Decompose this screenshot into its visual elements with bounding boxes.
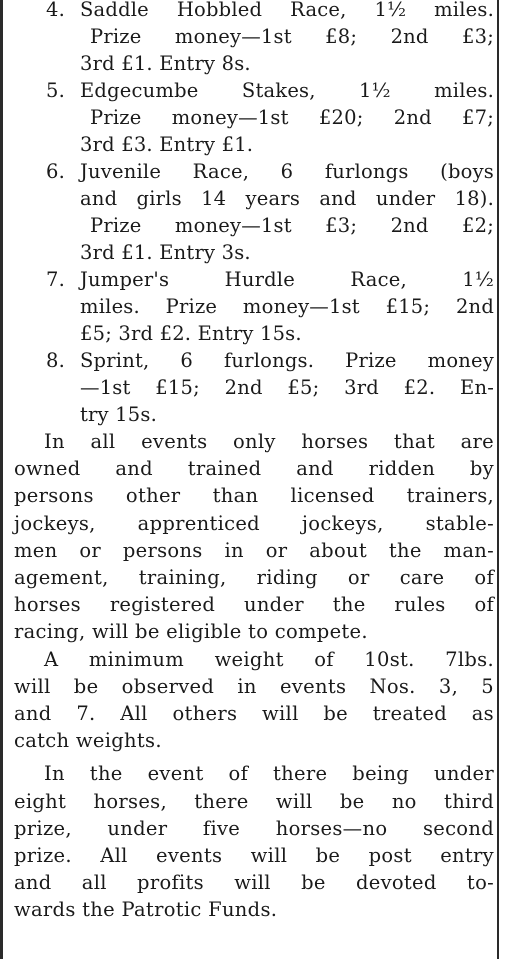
paragraph-line: wards the Patrotic Funds. — [14, 898, 278, 922]
event-line: Prize money—1st £8; 2nd £3; — [90, 25, 494, 48]
event-number: 5. — [46, 79, 66, 102]
paragraph-line: prize. All events will be post entry — [14, 844, 494, 868]
event-entry — [14, 158, 494, 266]
event-line: Sprint, 6 furlongs. Prize money — [80, 349, 494, 372]
event-number: 7. — [46, 268, 66, 291]
event-line: 3rd £1. Entry 3s. — [80, 241, 251, 264]
event-entry — [14, 0, 494, 77]
event-entry — [14, 77, 494, 158]
paragraph-line: eight horses, there will be no third — [14, 789, 494, 813]
event-line: Prize money—1st £20; 2nd £7; — [90, 106, 494, 129]
paragraph-line: agement, training, riding or care of — [14, 566, 494, 590]
paragraph-line: In all events only horses that are — [44, 430, 494, 453]
paragraph-line: A minimum weight of 10st. 7lbs. — [44, 647, 494, 671]
paragraph-line: persons other than licensed trainers, — [14, 484, 494, 508]
body-paragraph — [14, 428, 494, 646]
event-entry — [14, 347, 494, 428]
event-line: Prize money—1st £3; 2nd £2; — [90, 214, 494, 237]
paragraph-line: prize, under five horses—no second — [14, 816, 494, 840]
event-number: 4. — [46, 0, 66, 21]
paragraph-line: racing, will be eligible to compete. — [14, 620, 368, 644]
event-line: —1st £15; 2nd £5; 3rd £2. En- — [80, 376, 494, 399]
paragraph-line: owned and trained and ridden by — [14, 457, 494, 481]
paragraph-line: horses registered under the rules of — [14, 593, 494, 617]
newspaper-column — [14, 0, 494, 924]
body-paragraph — [14, 760, 494, 923]
paragraph-line: In the event of there being under — [44, 762, 494, 786]
event-line: 3rd £1. Entry 8s. — [80, 52, 251, 75]
paragraph-line: will be observed in events Nos. 3, 5 — [14, 674, 494, 698]
column-rule-right — [497, 0, 499, 959]
event-line: try 15s. — [80, 403, 157, 426]
paragraph-line: men or persons in or about the man- — [14, 538, 494, 562]
event-line: miles. Prize money—1st £15; 2nd — [80, 295, 494, 318]
column-rule-left — [0, 0, 3, 959]
event-line: Edgecumbe Stakes, 1½ miles. — [80, 79, 494, 102]
event-line: 3rd £3. Entry £1. — [80, 133, 254, 156]
paragraph-line: and all profits will be devoted to- — [14, 871, 494, 895]
event-line: and girls 14 years and under 18). — [80, 187, 494, 210]
event-line: Jumper's Hurdle Race, 1½ — [80, 268, 494, 291]
event-line: Saddle Hobbled Race, 1½ miles. — [80, 0, 494, 21]
event-entry — [14, 266, 494, 347]
paragraph-line: and 7. All others will be treated as — [14, 702, 494, 726]
event-line: Juvenile Race, 6 furlongs (boys — [80, 160, 494, 183]
event-line: £5; 3rd £2. Entry 15s. — [80, 322, 302, 345]
paragraph-line: catch weights. — [14, 729, 162, 753]
paragraph-line: jockeys, apprenticed jockeys, stable- — [14, 511, 494, 535]
event-number: 6. — [46, 160, 66, 183]
event-number: 8. — [46, 349, 66, 372]
body-paragraph — [14, 646, 494, 755]
